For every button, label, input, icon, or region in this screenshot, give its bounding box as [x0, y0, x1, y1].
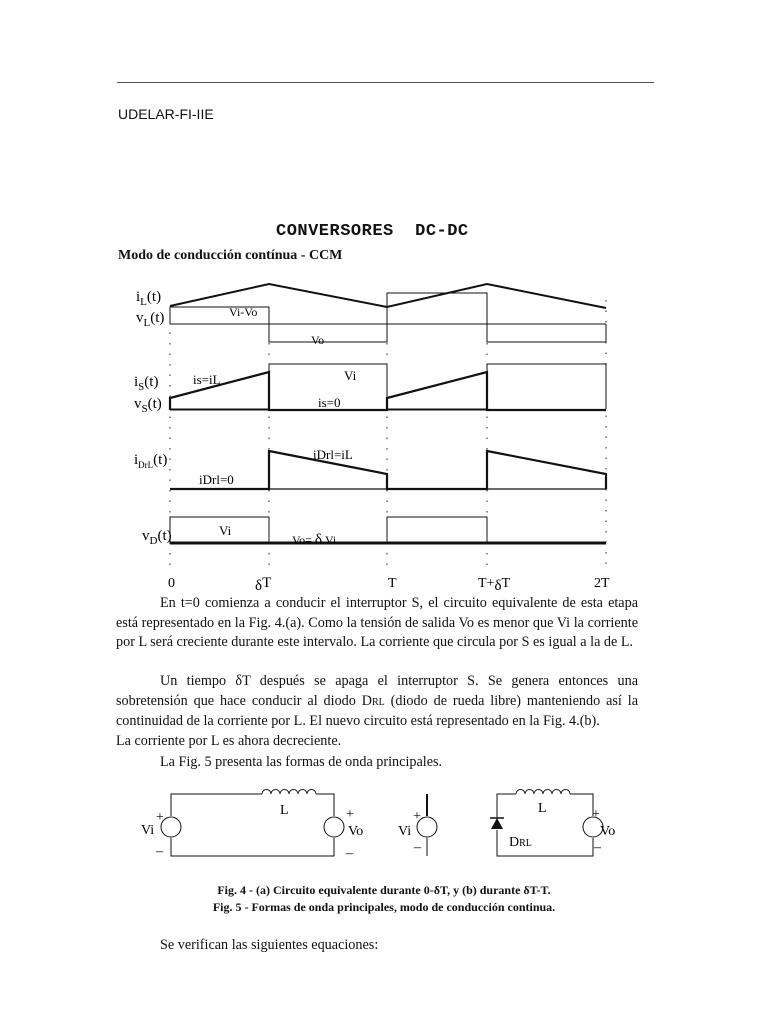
page-title: CONVERSORES DC-DC	[276, 222, 469, 241]
tick-delta-t: δT	[255, 575, 272, 594]
panel-vd	[170, 517, 606, 543]
paragraph-3: La corriente por L es ahora decreciente.	[116, 733, 342, 749]
is-eq-il-label: is=iL	[193, 372, 221, 387]
vo-eq-label: Vo= δ Vi	[292, 532, 337, 548]
is-waveform	[170, 372, 606, 410]
circuit-b-minus-right: –	[594, 840, 601, 855]
paragraph-2: Un tiempo δT después se apaga el interruptor S. Se genera entonces una sobretensión que hace conducir al diodo DRL (diodo de rueda libre) manteniendo así la continuidad de la corriente por L. El nuevo circuito está representado en la Fig. 4.(b).	[116, 673, 638, 729]
idrl-axis-label: $i_{DrL}(t)$	[134, 452, 168, 470]
circuit-b	[417, 790, 603, 857]
paragraph-1: En t=0 comienza a conducir el interruptor S, el circuito equivalente de esta etapa está representado en la Fig. 4.(a). Como la tensión de salida Vo es menor que Vi la corriente por L será creciente durante este intervalo. La corriente que circula por S es igual a la de L.	[116, 595, 638, 650]
diode-icon	[490, 818, 504, 829]
circuit-a-plus-right: +	[346, 807, 354, 822]
paragraph-4: La Fig. 5 presenta las formas de onda principales.	[160, 754, 443, 770]
idrl-waveform	[170, 451, 606, 489]
circuit-a-minus-right: –	[346, 846, 353, 861]
circuit-b-vo: Vo	[600, 824, 616, 839]
inductor-a-icon	[262, 790, 316, 795]
tick-t: T	[388, 576, 397, 591]
vi-source-b-icon	[417, 817, 437, 837]
circuit-a-minus-left: –	[156, 844, 163, 859]
circuit-a	[161, 790, 344, 857]
circuit-a-vi: Vi	[141, 823, 155, 838]
fig4-caption: Fig. 4 - (a) Circuito equivalente durante 0-δT, y (b) durante δT-T.	[217, 883, 551, 897]
vs-axis-label: $v_S(t)$	[134, 396, 162, 415]
paragraph-5: Se verifican las siguientes equaciones:	[160, 937, 379, 953]
vi-source-a-icon	[161, 817, 181, 837]
header-org: UDELAR-FI-IIE	[118, 106, 214, 122]
vd-axis-label: $v_D(t)$	[142, 528, 172, 547]
panel-is-vs	[170, 364, 606, 410]
is-zero-label: is=0	[318, 395, 341, 410]
circuit-b-l: L	[538, 801, 547, 816]
vl-axis-label: $v_L(t)$	[136, 310, 165, 329]
circuit-b-minus-left: –	[414, 840, 421, 855]
vo-source-b-icon	[583, 817, 603, 837]
time-guides	[170, 300, 606, 565]
circuit-b-plus-left: +	[413, 809, 421, 824]
circuit-b-vi: Vi	[398, 824, 412, 839]
vi-s-label: Vi	[344, 368, 357, 383]
circuit-b-drl: DRL	[509, 835, 532, 850]
circuit-a-vo: Vo	[348, 824, 364, 839]
fig5-caption: Fig. 5 - Formas de onda principales, modo de conducción continua.	[212, 900, 556, 914]
vo-label: Vo	[311, 333, 325, 347]
circuit-a-l: L	[280, 803, 289, 818]
tick-0: 0	[168, 576, 175, 591]
idrl-zero-label: iDrl=0	[199, 472, 234, 487]
inductor-b-icon	[516, 790, 570, 795]
tick-2t: 2T	[594, 576, 610, 591]
il-axis-label: $i_L(t)$	[136, 289, 162, 308]
circuit-b-plus-right: +	[592, 807, 600, 822]
is-axis-label: $i_S(t)$	[134, 374, 159, 393]
vi-minus-vo-label: Vi-Vo	[229, 305, 258, 319]
idrl-eq-il-label: iDrl=iL	[313, 447, 353, 462]
circuit-a-plus-left: +	[156, 810, 164, 825]
vi-d-label: Vi	[219, 523, 232, 538]
panel-idrl	[170, 451, 606, 489]
tick-t-plus-delta-t: T+δT	[478, 576, 511, 594]
vo-source-a-icon	[324, 817, 344, 837]
section-subtitle: Modo de conducción contínua - CCM	[118, 248, 343, 263]
